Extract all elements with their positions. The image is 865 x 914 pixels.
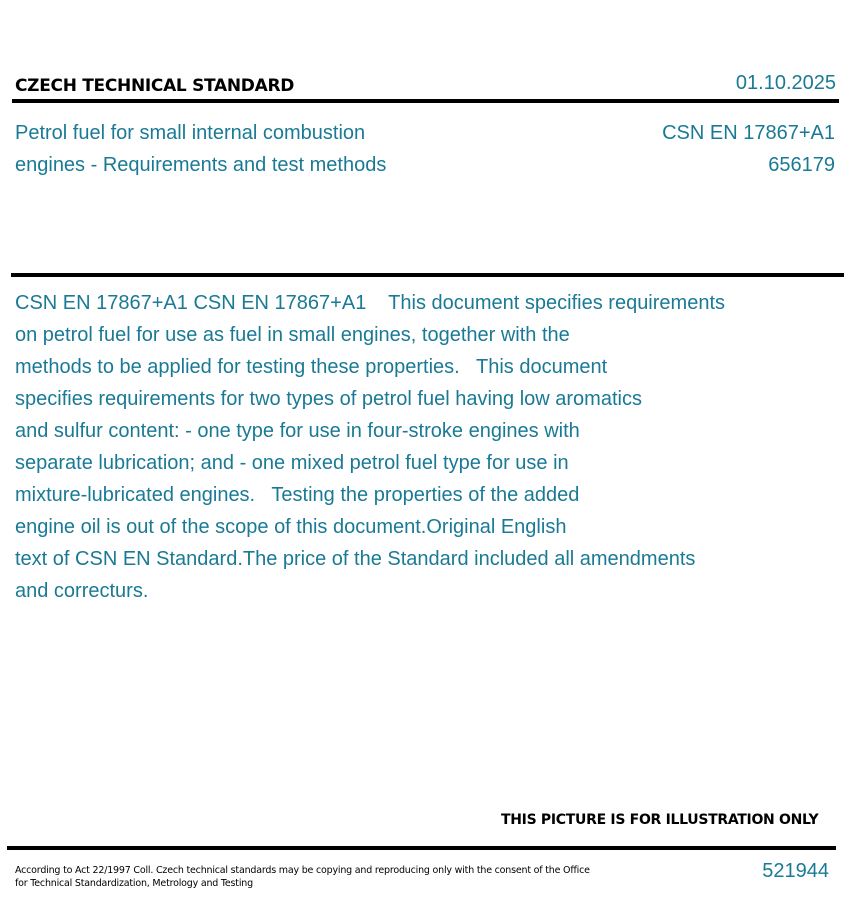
document-abstract: CSN EN 17867+A1 CSN EN 17867+A1 This document specifies requirements on petrol fuel for use as fuel in small engines, together with the methods to be applied for testing these properties. This document specifies requirements for two types of petrol fuel having low aromatics and sulfur content: - one type for use in four-stroke engines with separate lubrication; and - one mixed petrol fuel type for use in mixture-lubricated engines. Testing the properties of the added engine oil is out of the scope of this document.Original English text of CSN EN Standard.The price of the Standard included all amendments and correcturs. <box>15 292 725 602</box>
catalog-number: 521944 <box>762 860 829 882</box>
footer-divider <box>7 846 836 850</box>
illustration-disclaimer: THIS PICTURE IS FOR ILLUSTRATION ONLY <box>501 812 819 828</box>
standard-number: 656179 <box>768 154 835 176</box>
middle-divider <box>11 273 844 277</box>
publication-date: 01.10.2025 <box>735 72 836 94</box>
standard-code: CSN EN 17867+A1 <box>662 122 835 144</box>
legal-notice-line-1: According to Act 22/1997 Coll. Czech technical standards may be copying and reproducing only with the consent of the Office <box>15 865 590 876</box>
top-divider <box>12 99 839 103</box>
standard-type-label: CZECH TECHNICAL STANDARD <box>15 76 295 96</box>
legal-notice-line-2: for Technical Standardization, Metrology and Testing <box>15 878 253 889</box>
document-title-line-1: Petrol fuel for small internal combustion <box>15 122 366 144</box>
document-title-line-2: engines - Requirements and test methods <box>15 154 387 176</box>
legal-notice <box>15 864 595 890</box>
